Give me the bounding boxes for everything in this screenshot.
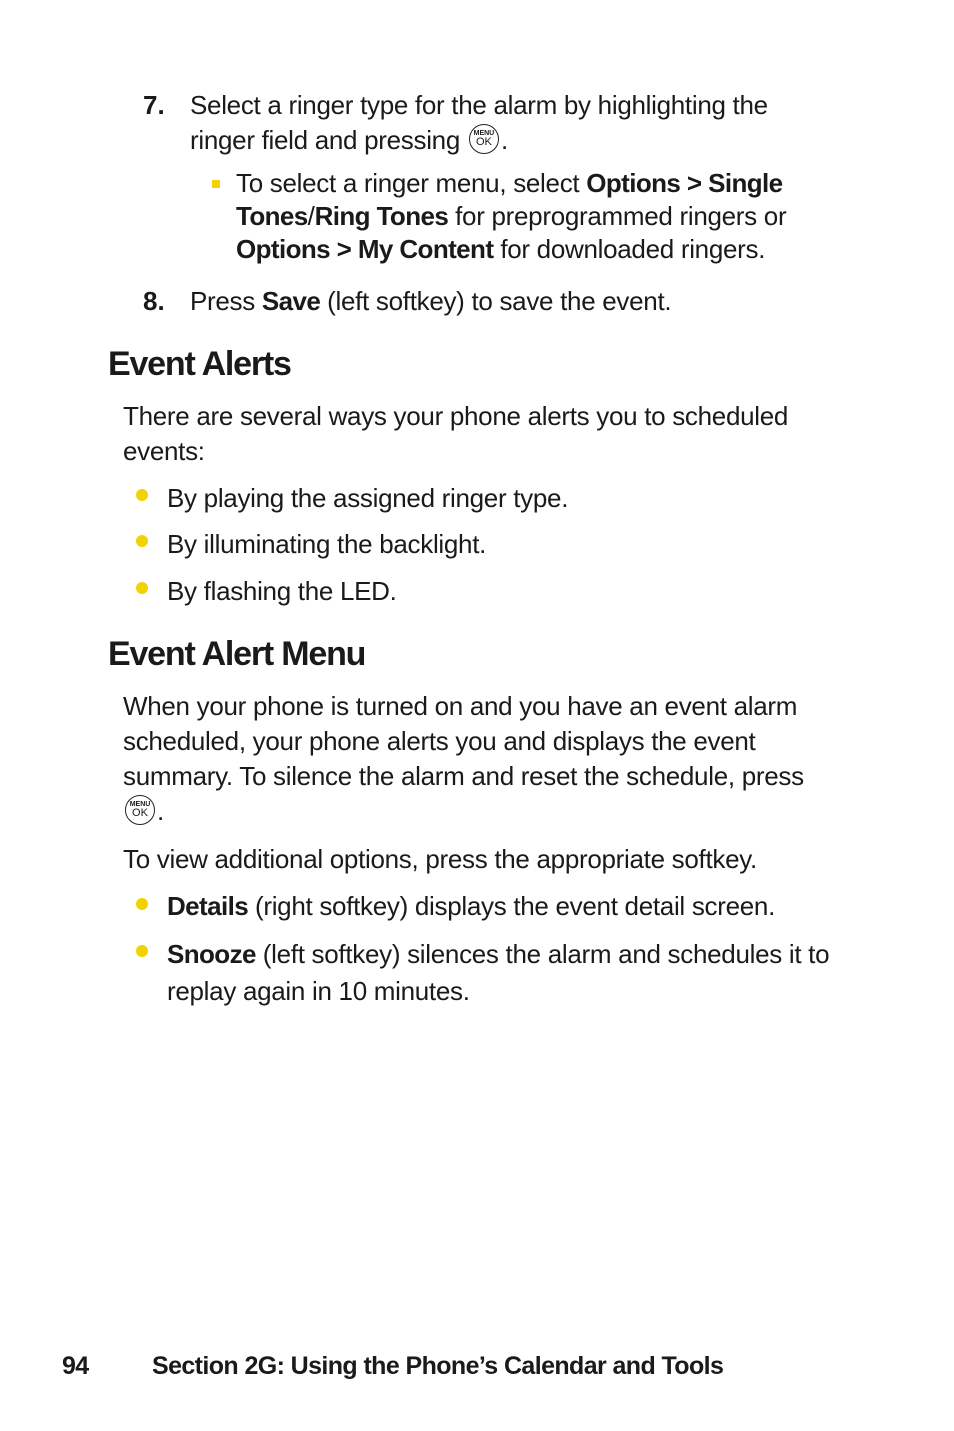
event-alerts-intro: There are several ways your phone alerts you to scheduled events:: [123, 401, 789, 466]
event-alert-menu-bullet-details: Details (right softkey) displays the event detail screen.: [167, 891, 775, 921]
step-7-sub-bullet: To select a ringer menu, select Options > Single Tones/Ring Tones for preprogrammed ringers or Options > My Content for downloaded ringers.: [236, 168, 787, 264]
event-alerts-bullet-3: By flashing the LED.: [167, 576, 397, 606]
sub-bullet-square-icon: [212, 180, 220, 188]
bullet-dot-icon: [136, 582, 148, 594]
menu-ok-key-icon: MENU OK: [125, 795, 155, 825]
event-alert-menu-paragraph-1: When your phone is turned on and you have an event alarm scheduled, your phone alerts you and displays the event summary. To silence the alarm and reset the schedule, press MENU OK .: [123, 691, 804, 826]
page-number: 94: [62, 1352, 89, 1380]
step-7-line-2: ringer field and pressing MENU OK .: [190, 125, 508, 155]
section-title: Section 2G: Using the Phone’s Calendar and Tools: [152, 1352, 724, 1380]
event-alerts-heading: Event Alerts: [108, 345, 291, 383]
step-8-text: Press Save (left softkey) to save the event.: [190, 286, 672, 316]
bullet-dot-icon: [136, 489, 148, 501]
step-7-text: [190, 88, 870, 158]
step-number-7: 7.: [143, 90, 165, 120]
event-alerts-bullet-1: By playing the assigned ringer type.: [167, 483, 569, 513]
menu-ok-key-icon: MENU OK: [469, 124, 499, 154]
step-7-line-1: Select a ringer type for the alarm by highlighting the: [190, 90, 768, 120]
event-alerts-bullet-2: By illuminating the backlight.: [167, 529, 487, 559]
bullet-dot-icon: [136, 945, 148, 957]
bullet-dot-icon: [136, 898, 148, 910]
event-alert-menu-bullet-snooze: Snooze (left softkey) silences the alarm and schedules it to replay again in 10 minutes.: [167, 939, 830, 1006]
event-alert-menu-heading: Event Alert Menu: [108, 635, 366, 673]
bullet-dot-icon: [136, 535, 148, 547]
step-number-8: 8.: [143, 286, 165, 316]
event-alert-menu-paragraph-2: To view additional options, press the appropriate softkey.: [123, 844, 757, 874]
